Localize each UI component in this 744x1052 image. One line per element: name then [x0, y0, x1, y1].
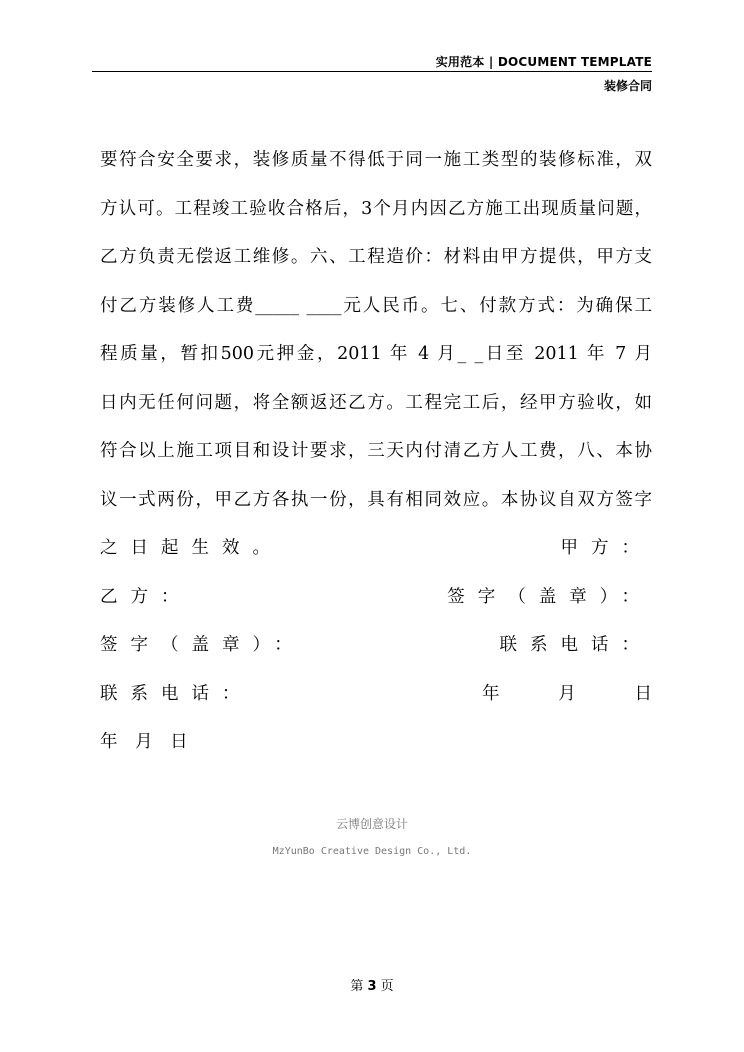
header-divider — [92, 71, 652, 72]
party-b-label: 乙方： — [100, 586, 192, 607]
party-a-label: 甲方： — [560, 538, 652, 558]
header-title: 实用范本 | DOCUMENT TEMPLATE — [435, 55, 652, 69]
body-line-6: 日内无任何问题，将全额返还乙方。工程完工后，经甲方验收，如 — [100, 392, 652, 413]
party-b-date: 年 月 日 — [100, 732, 188, 752]
party-b-phone-label: 联系电话： — [100, 683, 253, 704]
body-line-5: 程质量，暂扣500元押金，2011 年 4 月_ _日至 2011 年 7 月 — [100, 344, 652, 364]
party-a-phone-label: 联系电话： — [499, 635, 652, 655]
party-a-date — [482, 670, 652, 719]
footer-company-en: MzYunBo Creative Design Co., Ltd. — [272, 846, 472, 857]
party-b-signature-label: 签字（盖章）： — [100, 635, 305, 655]
body-line-1: 要符合安全要求，装修质量不得低于同一施工类型的装修标准，双 — [100, 150, 652, 170]
page-prefix: 第 — [350, 979, 364, 994]
date-day: 日 — [634, 683, 652, 704]
date-month: 月 — [558, 683, 576, 704]
sign-row-2 — [100, 573, 652, 622]
party-a-signature-label: 签字（盖章）： — [447, 586, 652, 607]
body-line-4: 付乙方装修人工费_____ ____元人民币。七、付款方式：为确保工 — [100, 295, 652, 316]
page-suffix: 页 — [380, 979, 394, 994]
body-line-8: 议一式两份，甲乙方各执一份，具有相同效应。本协议自双方签字 — [100, 489, 652, 510]
body-line-3: 乙方负责无偿返工维修。六、工程造价：材料由甲方提供，甲方支 — [100, 247, 652, 267]
footer-company-cn: 云博创意设计 — [335, 817, 408, 831]
header-subtitle: 装修合同 — [603, 79, 652, 93]
sign-row-1 — [100, 524, 652, 573]
sign-row-5 — [100, 718, 652, 767]
body-line-2: 方认可。工程竣工验收合格后，3个月内因乙方施工出现质量问题， — [100, 198, 652, 219]
document-body — [100, 136, 652, 767]
page-num: 3 — [367, 979, 377, 994]
sign-row-3 — [100, 621, 652, 670]
date-year: 年 — [482, 683, 500, 704]
sign-row-4 — [100, 670, 652, 719]
body-line-7: 符合以上施工项目和设计要求，三天内付清乙方人工费，八、本协 — [100, 441, 652, 461]
page-number — [0, 975, 744, 994]
effective-clause: 之日起生效。 — [100, 538, 283, 558]
